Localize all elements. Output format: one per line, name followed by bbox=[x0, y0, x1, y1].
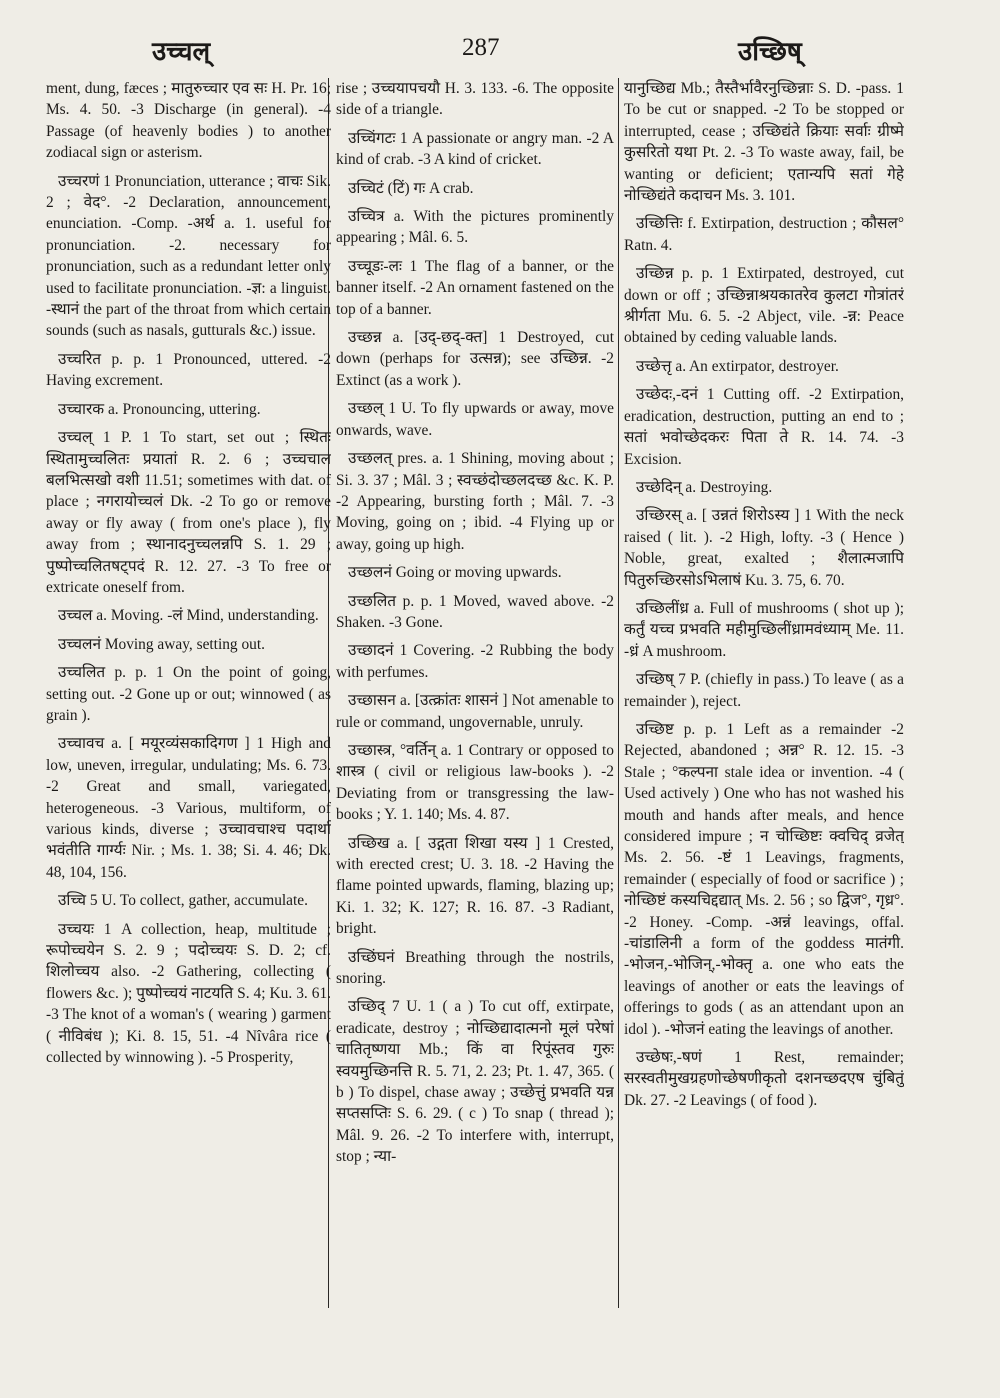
dictionary-entry: उच्छेत्तृ a. An extirpator, destroyer. bbox=[636, 357, 839, 375]
dictionary-entry: उच्छिंघनं Breathing through the nostrils, snoring. bbox=[336, 948, 614, 988]
dictionary-entry: उच्छादनं 1 Covering. -2 Rubbing the body with perfumes. bbox=[336, 642, 614, 681]
dictionary-entry: उच्छिष्ट p. p. 1 Left as a remainder -2 Rejected, abandoned ; अन्न° R. 12. 15. -3 Stale ; °कल्पना stale idea or invention. -4 ( Used actively ) One who has not washed his mouth and hands after meals, and hence considered impure ; न चोच्छिष्टः क्वचिद् व्रजेत् Ms. 2. 56. -ष्टं 1 Leavings, fragments, remainder ( especially of food or sacrifice ) ; नोच्छिष्टं कस्यचिद्दद्यात् Ms. 2. 56 ; so द्विज°, गृध्र°. -2 Honey. -Comp. -अन्नं leavings, offal. -चांडालिनी a form of the goddess मातंगी. -भोजन,-भोजिन्,-भोक्तृ a. one who eats the leavings of another or eats the leavings of offerings to gods ( as an attendant upon an idol ). -भोजनं eating the leavings of another. bbox=[624, 720, 904, 1038]
dictionary-entry: उच्चल् 1 P. 1 To start, set out ; स्थितः स्थितामुच्चलितः प्रयातां R. 2. 6 ; उच्चचाल बलभित्सखो वशी 11.51; sometimes with dat. of place ; नगरायोच्चलं Dk. -2 To go or remove away or fly away ( from one's place ), fly away from ; स्थानादनुच्चलन्नपि S. 1. 29 ; पुष्पोच्चलितषट्पदं R. 12. 27. -3 To free or extricate oneself from. bbox=[46, 429, 331, 596]
dictionary-entry: उच्चल a. Moving. -लं Mind, understanding. bbox=[58, 607, 319, 625]
page-number: 287 bbox=[462, 34, 500, 61]
dictionary-entry: उच्चलित p. p. 1 On the point of going, setting out. -2 Gone up or out; winnowed ( as grain ). bbox=[46, 664, 331, 724]
dictionary-entry: उच्छलनं Going or moving upwards. bbox=[348, 564, 562, 582]
dictionary-entry: उच्छिख a. [ उद्गता शिखा यस्य ] 1 Crested, with erected crest; U. 3. 18. -2 Having the flame pointed upwards, flaming, blazing up; Ki. 1. 32; K. 127; R. 16. 87. -3 Radiant, bright. bbox=[336, 834, 614, 938]
right-headword: उच्छिष् bbox=[738, 37, 802, 67]
column-3 bbox=[624, 78, 904, 1318]
dictionary-entry: उच्छिद् 7 U. 1 ( a ) To cut off, extirpate, eradicate, destroy ; नोच्छिद्यादात्मनो मूलं परेषां चातितृष्णया Mb.; किं वा रिपूंस्तव गुरुः स्वयमुच्छिनत्ति R. 5. 71, 2. 23; Pt. 1. 47, 365. ( b ) To dispel, chase away ; उच्छेत्तुं प्रभवति यन्न सप्तसप्तिः S. 6. 29. ( c ) To snap ( thread ); Mâl. 9. 26. -2 To interfere with, interrupt, stop ; न्या- bbox=[336, 998, 614, 1166]
dictionary-entry: उच्छेदः,-दनं 1 Cutting off. -2 Extirpation, eradication, destruction, putting an end to ; सतां भवोच्छेदकरः पिता ते R. 14. 74. -3 Excision. bbox=[624, 386, 904, 468]
dictionary-entry: उच्छेषः,-षणं 1 Rest, remainder; सरस्वतीमुखग्रहणोच्छेषणीकृतो दशनच्छदएष चुंबितुं Dk. 27. -2 Leavings ( of food ). bbox=[624, 1049, 904, 1109]
dictionary-entry: उच्छासन a. [उत्क्रांतः शासनं ] Not amenable to rule or command, ungovernable, unruly. bbox=[336, 692, 614, 731]
dictionary-entry: उच्चारक a. Pronouncing, uttering. bbox=[58, 400, 261, 418]
dictionary-entry: उच्छिन्न p. p. 1 Extirpated, destroyed, cut down or off ; उच्छिन्नाश्रयकातरेव कुलटा गोत्रांतरं श्रीर्गता Mu. 6. 5. -2 Abject, vile. -न्न: Peace obtained by ceding valuable lands. bbox=[624, 265, 904, 347]
dictionary-entry: उच्चिंगटः 1 A passionate or angry man. -2 A kind of crab. -3 A kind of cricket. bbox=[336, 129, 614, 169]
dictionary-entry: उच्छल् 1 U. To fly upwards or away, move onwards, wave. bbox=[336, 400, 614, 439]
dictionary-entry: उच्चरित p. p. 1 Pronounced, uttered. -2 Having excrement. bbox=[46, 350, 331, 390]
dictionary-entry: उच्चित्र a. With the pictures prominently appearing ; Mâl. 6. 5. bbox=[336, 208, 614, 247]
dictionary-entry: उच्छन्न a. [उद्-छद्-क्त] 1 Destroyed, cut down (perhaps for उत्सन्न); see उच्छिन्न. -2 Extinct (as a work ). bbox=[336, 329, 614, 389]
page-header bbox=[0, 30, 1000, 70]
dictionary-entry: उच्छलित p. p. 1 Moved, waved above. -2 Shaken. -3 Gone. bbox=[336, 592, 614, 631]
dictionary-entry: उच्चावच a. [ मयूरव्यंसकादिगण ] 1 High and low, uneven, irregular, undulating; Ms. 6. 73. -2 Great and small, variegated, heterogeneous. -3 Various, multiform, of various kinds, diverse ; उच्चावचाश्च पदार्था भवंतीति गार्ग्यः Nir. ; Ms. 1. 38; Si. 4. 46; Dk. 48, 104, 156. bbox=[46, 735, 331, 881]
dictionary-entry: उच्चूडः-लः 1 The flag of a banner, or the banner itself. -2 An ornament fastened on the top of a banner. bbox=[336, 257, 614, 318]
dictionary-entry: उच्छिलींध्र a. Full of mushrooms ( shot up ); कर्तुं यच्च प्रभवति महीमुच्छिलींध्रामवंध्याम् Me. 11. -ध्रं A mushroom. bbox=[624, 599, 904, 660]
dictionary-entry: rise ; उच्चयापचयौ H. 3. 133. -6. The opposite side of a triangle. bbox=[336, 80, 614, 119]
dictionary-entry: उच्चिटं (टिं) गः A crab. bbox=[348, 179, 474, 197]
dictionary-entry: उच्छलत् pres. a. 1 Shining, moving about ; Si. 3. 37 ; Mâl. 3 ; स्वच्छंदोच्छलदच्छ &c. K. P. -2 Appearing, bursting forth ; Mâl. 7. -3 Moving, going on ; ibid. -4 Flying up or away, going up high. bbox=[336, 450, 614, 553]
column-1 bbox=[46, 78, 331, 1318]
dictionary-entry: उच्छित्तिः f. Extirpation, destruction ; कौसल° Ratn. 4. bbox=[624, 215, 904, 254]
dictionary-entry: यानुच्छिद्य Mb.; तैस्तैर्भावैरनुच्छिन्नाः S. D. -pass. 1 To be cut or snapped. -2 To be stopped or interrupted, cease ; उच्छिद्यंते क्रियाः सर्वाः ग्रीष्मे कुसरितो यथा Pt. 2. -3 To waste away, fail, be wanting or deficient; एतान्यपि सतां गेहे नोच्छिद्यंते कदाचन Ms. 3. 101. bbox=[624, 80, 904, 205]
column-2 bbox=[336, 78, 614, 1318]
dictionary-entry: उच्चलनं Moving away, setting out. bbox=[58, 635, 265, 653]
dictionary-columns bbox=[38, 78, 968, 1318]
dictionary-entry: उच्छिष् 7 P. (chiefly in pass.) To leave ( as a remainder ), reject. bbox=[624, 671, 904, 710]
dictionary-entry: उच्चयः 1 A collection, heap, multitude ; रूपोच्चयेन S. 2. 9 ; पदोच्चयः S. D. 2; cf. शिलोच्चय also. -2 Gathering, collecting ( flowers &c. ); पुष्पोच्चयं नाटयति S. 4; Ku. 3. 61. -3 The knot of a woman's ( wearing ) garment ( नीविबंध ); Ki. 8. 15, 51. -4 Nîvâra rice ( collected by winnowing ). -5 Prosperity, bbox=[46, 920, 331, 1067]
left-headword: उच्चल् bbox=[152, 37, 211, 67]
dictionary-entry: उच्चरणं 1 Pronunciation, utterance ; वाचः Sik. 2 ; वेद°. -2 Declaration, announcement, enunciation. -Comp. -अर्थ a. 1. useful for pronunciation. -2. necessary for pronunciation, such as a redundant letter only used to facilitate pronunciation. -ज्ञ: a linguist. -स्थानं the part of the throat from which certain sounds (such as nasals, gutturals &c.) issue. bbox=[46, 172, 331, 340]
dictionary-entry: उच्छास्त्र, °वर्तिन् a. 1 Contrary or opposed to शास्त्र ( civil or religious law-books ). -2 Deviating from or transgressing the law-books ; Y. 1. 140; Ms. 4. 87. bbox=[336, 741, 614, 824]
dictionary-entry: उच्छेदिन् a. Destroying. bbox=[636, 478, 773, 496]
column-divider bbox=[618, 78, 619, 1308]
dictionary-entry: ment, dung, fæces ; मातुरुच्चार एव सः H. Pr. 16; Ms. 4. 50. -3 Discharge (in general). -4 Passage (of heavenly bodies ) to another zodiacal sign or asterism. bbox=[46, 80, 331, 162]
dictionary-entry: उच्छिरस् a. [ उन्नतं शिरोऽस्य ] 1 With the neck raised ( lit. ). -2 High, lofty. -3 ( Hence ) Noble, great, exalted ; शैलात्मजापि पितुरुच्छिरसोऽभिलाषं Ku. 3. 75, 6. 70. bbox=[624, 507, 904, 589]
dictionary-entry: उच्चि 5 U. To collect, gather, accumulate. bbox=[58, 892, 308, 910]
